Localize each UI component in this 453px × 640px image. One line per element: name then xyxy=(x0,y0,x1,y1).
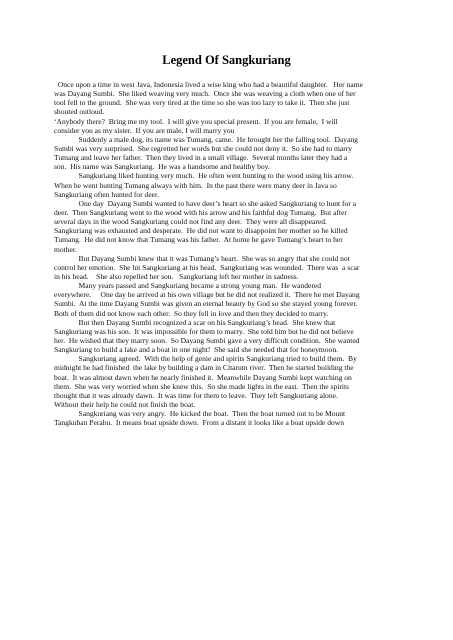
text-line: mother. xyxy=(54,244,77,254)
text-line: control her emotion. She hit Sangkuriang at his head. Sangkuriang was wounded. There was a scar xyxy=(54,262,360,272)
text-line: in his head. She also repelled her son. Sangkuriang left her mother in sadness. xyxy=(54,271,299,281)
text-line: tool fell to the ground. She was very tired at the time so she was too lazy to take it. Then she just xyxy=(54,98,350,108)
text-line: But Dayang Sumbi knew that it was Tumang’s heart. She was so angry that she could not xyxy=(54,253,350,263)
text-line: everywhere. One day he arrived at his own village but he did not realized it. There he met Dayang xyxy=(54,290,360,300)
text-line: Sangkuriang liked hunting very much. He often went hunting to the wood using his arrow. xyxy=(54,171,354,181)
document-title: Legend Of Sangkuriang xyxy=(162,53,291,67)
text-line: Tangkuban Perahu. It means boat upside down. From a distant it looks like a boat upside down xyxy=(54,418,344,428)
text-line: ‘Anybody there? Bring me my tool. I will give you special present. If you are female, I will xyxy=(54,116,338,126)
text-line: One day Dayang Sumbi wanted to have deer’s heart so she asked Sangkuriang to hunt for a xyxy=(54,198,357,208)
text-line: thought that it was already dawn. It was time for them to leave. They left Sangkuriang alone. xyxy=(54,390,338,400)
text-line: When he went hunting Tumang always with him. In the past there were many deer in Java so xyxy=(54,180,337,190)
text-line: was Dayang Sumbi. She liked weaving very much. Once she was weaving a cloth when one of her xyxy=(54,89,356,99)
text-line: Tumang and leave her father. Then they lived in a small village. Several months later they had a xyxy=(54,153,348,163)
text-line: Without their help he could not finish the boat. xyxy=(54,399,196,409)
text-line: Many years passed and Sangkuriang became a strong young man. He wandered xyxy=(54,281,322,291)
text-line: Sumbi was very surprised. She regretted her words but she could not deny it. So she had to marry xyxy=(54,143,353,153)
text-line: son. His name was Sangkuriang. He was a handsome and healthy boy. xyxy=(54,162,270,172)
text-line: Sangkuriang was his son. It was impossible for them to marry. She told him but he did not believe xyxy=(54,326,354,336)
text-line: Both of them did not know each other. So they fell in love and then they decided to marry. xyxy=(54,308,329,318)
text-line: But then Dayang Sumbi recognized a scar on his Sangkuriang’s head. She knew that xyxy=(54,317,336,327)
text-line: shouted outloud. xyxy=(54,107,105,117)
text-line: several days in the wood Sangkuriang could not find any deer. They were all disappeared. xyxy=(54,217,327,227)
text-line: midnight he had finished the lake by building a dam in Citarum river. Then he started building the xyxy=(54,363,354,373)
text-line: boat. It was almost dawn when he nearly finished it. Meanwhile Dayang Sumbi kept watching on xyxy=(54,372,352,382)
text-line: her. He wished that they marry soon. So Dayang Sumbi gave a very difficult condition. She wanted xyxy=(54,335,360,345)
text-line: Sangkuriang often hunted for deer. xyxy=(54,189,159,199)
text-line: Suddenly a male dog, its name was Tumang, came. He brought her the falling tool. Dayang xyxy=(54,134,358,144)
text-line: Sangkuriang to build a lake and a boat in one night! She said she needed that for honeymoon. xyxy=(54,345,338,355)
text-line: Once upon a time in west Java, Indonesia lived a wise king who had a beautiful daughter. Her name xyxy=(54,80,363,89)
text-line: them. She was very worried when she knew this. So she made lights in the east. Then the spirits xyxy=(54,381,349,391)
text-line: Sangkuriang agreed. With the help of genie and spirits Sangkuriang tried to build them. By xyxy=(54,354,357,364)
text-line: Sangkuriang was very angry. He kicked the boat. Then the boat turned out to be Mount xyxy=(54,409,346,419)
text-line: Sumbi. At the time Dayang Sumbi was given an eternal beauty by God so she stayed young forever. xyxy=(54,299,358,309)
text-line: Sangkuriang was exhausted and desperate. He did not want to disappoint her mother so he killed xyxy=(54,226,348,236)
text-line: consider you as my sister. If you are male, I will marry you xyxy=(54,125,235,135)
text-line: deer. Then Sangkuriang went to the wood with his arrow and his faithful dog Tumang. But after xyxy=(54,207,347,217)
text-line: Tumang. He did not know that Tumang was his father. At home he gave Tumang’s heart to her xyxy=(54,235,343,245)
story-body xyxy=(54,80,399,427)
